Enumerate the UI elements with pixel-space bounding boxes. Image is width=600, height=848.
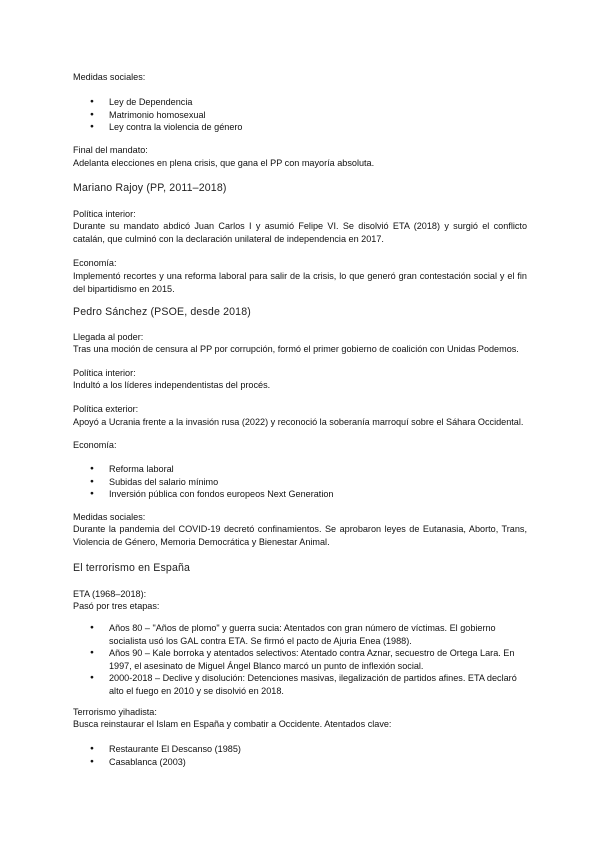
list-item: ● Matrimonio homosexual bbox=[73, 109, 527, 122]
sanchez-economy-label: Economía: bbox=[73, 440, 117, 450]
sanchez-arrival-label: Llegada al poder: bbox=[73, 332, 144, 342]
rajoy-economy-text: Implementó recortes y una reforma laboral para salir de la crisis, lo que generó gran contestación social y el fin del bipartidismo en 2015. bbox=[73, 271, 527, 294]
rajoy-interior-label: Política interior: bbox=[73, 209, 136, 219]
social-measures-list bbox=[73, 96, 527, 134]
end-of-term-text: Adelanta elecciones en plena crisis, que gana el PP con mayoría absoluta. bbox=[73, 158, 375, 168]
section-heading-terrorism: El terrorismo en España bbox=[73, 562, 191, 574]
jihad-intro: Busca reinstaurar el Islam en España y combatir a Occidente. Atentados clave: bbox=[73, 719, 392, 729]
jihad-label: Terrorismo yihadista: bbox=[73, 707, 157, 717]
end-of-term-label: Final del mandato: bbox=[73, 145, 148, 155]
list-item: ● Reforma laboral bbox=[73, 463, 527, 476]
list-item: ● Años 90 – Kale borroka y atentados selectivos: Atentado contra Aznar, secuestro de Ortega Lara. En 1997, el asesinato de Miguel Ángel Blanco marcó un punto de inflexión social. bbox=[73, 647, 527, 672]
eta-label: ETA (1968–2018): bbox=[73, 589, 147, 599]
sanchez-social-text: Durante la pandemia del COVID-19 decretó confinamientos. Se aprobaron leyes de Eutanasia, Aborto, Trans, Violencia de Género, Memoria Democrática y Bienestar Animal. bbox=[73, 524, 527, 547]
sanchez-exterior-text: Apoyó a Ucrania frente a la invasión rusa (2022) y reconoció la soberanía marroquí sobre el Sáhara Occidental. bbox=[73, 417, 524, 427]
social-measures-label: Medidas sociales: bbox=[73, 72, 146, 82]
sanchez-exterior-label: Política exterior: bbox=[73, 404, 139, 414]
eta-stages-list bbox=[73, 622, 527, 698]
section-heading-rajoy: Mariano Rajoy (PP, 2011–2018) bbox=[73, 182, 227, 194]
eta-intro: Pasó por tres etapas: bbox=[73, 601, 160, 611]
list-item: ● Subidas del salario mínimo bbox=[73, 476, 527, 489]
list-item: ● Ley contra la violencia de género bbox=[73, 121, 527, 134]
sanchez-interior-text: Indultó a los líderes independentistas del procés. bbox=[73, 380, 271, 390]
sanchez-economy-list bbox=[73, 463, 527, 501]
sanchez-social-label: Medidas sociales: bbox=[73, 512, 146, 522]
jihad-attacks-list bbox=[73, 743, 527, 768]
rajoy-economy-label: Economía: bbox=[73, 258, 117, 268]
list-item: ● Ley de Dependencia bbox=[73, 96, 527, 109]
list-item: ● Casablanca (2003) bbox=[73, 756, 527, 769]
section-heading-sanchez: Pedro Sánchez (PSOE, desde 2018) bbox=[73, 306, 251, 318]
rajoy-interior-text: Durante su mandato abdicó Juan Carlos I y asumió Felipe VI. Se disolvió ETA (2018) y surgió el conflicto catalán, que culminó con la declaración unilateral de independencia en 2017. bbox=[73, 221, 527, 244]
sanchez-interior-label: Política interior: bbox=[73, 368, 136, 378]
list-item: ● Años 80 – "Años de plomo" y guerra sucia: Atentados con gran número de víctimas. El gobierno socialista usó los GAL contra ETA. Se firmó el pacto de Ajuria Enea (1988). bbox=[73, 622, 527, 647]
list-item: ● 2000-2018 – Declive y disolución: Detenciones masivas, ilegalización de partidos afines. ETA declaró alto el fuego en 2010 y se disolvió en 2018. bbox=[73, 672, 527, 697]
list-item: ● Inversión pública con fondos europeos Next Generation bbox=[73, 488, 527, 501]
list-item: ● Restaurante El Descanso (1985) bbox=[73, 743, 527, 756]
sanchez-arrival-text: Tras una moción de censura al PP por corrupción, formó el primer gobierno de coalición con Unidas Podemos. bbox=[73, 344, 519, 354]
